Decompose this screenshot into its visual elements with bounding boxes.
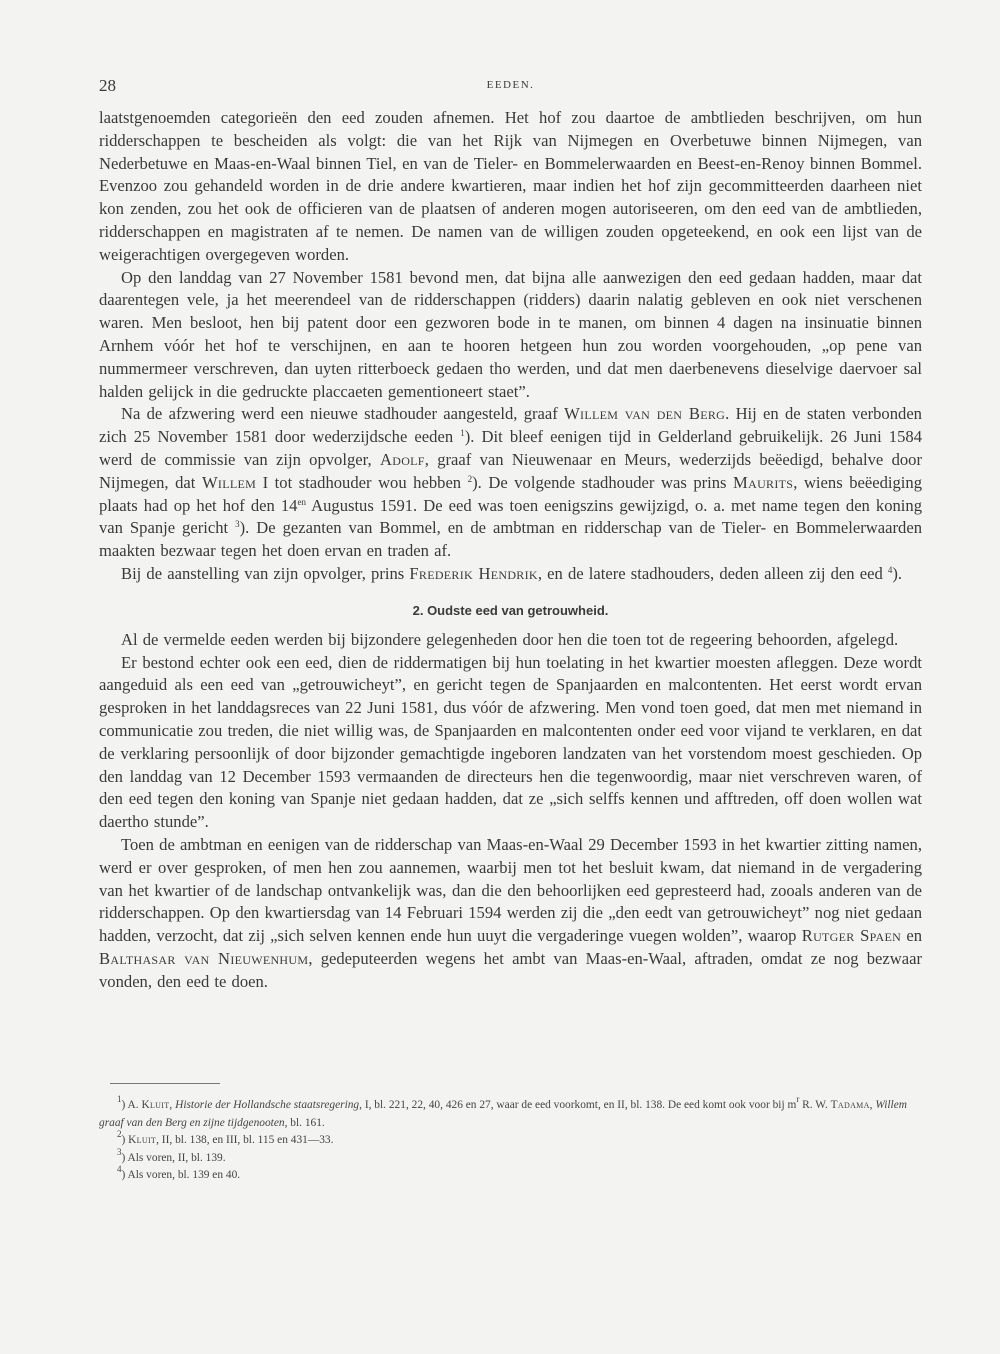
text-run: . Hij en de staten verbonden zich 25 November 1581 door wederzijdsche eeden <box>99 404 922 447</box>
small-caps-name: Kluit <box>141 1099 170 1111</box>
text-run: Er bestond echter ook een eed, dien de riddermatigen bij hun toelating in het kwartier moesten afleggen. Deze wordt aangeduid als een eed van „getrouwicheyt”, en gericht tegen de Spanjaarden en malcontenten. Het eerst wordt ervan gesproken in het landdagsreces van 22 Juni 1581, dus vóór de afzwering. Men vond toen goed, dat men met niemand in communicatie zou treden, die niet willig was, de Spanjaarden en malcontenten onder eed voor vijand te verklaren, en dat de verklaring persoonlijk of door bijzonder gemachtigde ingeboren landzaten van het vorstendom moest geschieden. Op den landdag van 12 December 1593 vermaanden de directeurs hen die tegenwoordig, maar niet verschreven waren, of den eed tegen den koning van Spanje niet gedaan hadden, dat ze „sich selffs kennen und afftreden, off doen wollen wat daertho stunde”. <box>99 652 922 832</box>
text-run: , bl. 161. <box>284 1116 325 1129</box>
text-run: , graaf van Nieuwenaar en Meurs, wederzijds beëedigd, behalve door Nijmegen, dat <box>99 449 922 492</box>
text-run: ). <box>892 563 903 583</box>
text-run: ) <box>121 1134 129 1146</box>
italic-title: Historie der Hollandsche staatsregering <box>175 1099 360 1111</box>
footnote-marker: r <box>796 1094 800 1104</box>
italic-title: Willem graaf van den Berg en zijne tijdgenooten <box>99 1099 907 1129</box>
paragraph <box>99 834 922 994</box>
text-run: Bij de aanstelling van zijn opvolger, prins <box>121 563 410 583</box>
paragraph <box>99 107 922 267</box>
text-run: Op den landdag van 27 November 1581 bevond men, dat bijna alle aanwezigen den eed gedaan hadden, maar dat daarentegen vele, ja het meerendeel van de ridderschappen (ridders) daarin nalatig gebleven en ook niet verschenen waren. Men besloot, hen bij patent door een gezworen bode in te manen, om binnen 4 dagen na insinuatie binnen Arnhem vóór het hof te verschijnen, en aan te hooren hetgeen hun zou worden voorgehouden, „op pene van nummermeer verschreven, dan uyten ritterboeck gedaen tho werden, und dat men daerbenevens dieselvige daervoer sal halden gelijck in die gedruckte placcaeten gementioneert staet”. <box>99 267 922 401</box>
text-run: , gedeputeerden wegens het ambt van Maas-en-Waal, aftraden, omdat ze nog bezwaar vonden, den eed te doen. <box>99 948 923 991</box>
text-run: , I, bl. 221, 22, 40, 426 en 27, waar de eed voorkomt, en II, bl. 138. De eed komt ook voor bij m <box>359 1099 797 1111</box>
body-text <box>99 107 922 993</box>
footnote-marker: 1 <box>117 1094 122 1104</box>
text-run: ). Dit bleef eenigen tijd in Gelderland gebruikelijk. 26 Juni 1584 werd de commissie van zijn opvolger, <box>99 427 922 469</box>
text-run: , en de latere stadhouders, deden alleen zij den eed <box>537 563 888 583</box>
footnote-marker: 4 <box>117 1164 122 1174</box>
footnote <box>99 1146 922 1168</box>
text-run: Toen de ambtman en eenigen van de ridderschap van Maas-en-Waal 29 December 1593 in het kwartier zitting namen, werd er over gesproken, of men hen zou aannemen, waarbij men tot het besluit kwam, dat niemand in de vergadering van het kwartier of de landschap ontvankelijk was, dan die den behoorlijken eed gepresteerd had, zooals anderen van de ridderschappen. Op den kwartiersdag van 14 Februari 1594 werden zij die „den eedt van getrouwicheyt” nog niet gedaan hadden, verzocht, dat zij „sich selven kennen ende hun uuyt die vergaderinge vuegen wolden”, waarop <box>99 834 922 946</box>
footnote-marker: 3 <box>235 519 240 530</box>
paragraph <box>99 267 922 404</box>
text-run: Al de vermelde eeden werden bij bijzondere gelegenheden door hen die toen tot de regeering behoorden, afgelegd. <box>121 629 899 649</box>
text-run: ) Als voren, bl. 139 en 40. <box>121 1169 241 1181</box>
small-caps-name: Maurits <box>733 472 794 492</box>
footnote-rule <box>110 1083 220 1084</box>
footnote-marker: 2 <box>117 1129 122 1139</box>
small-caps-name: Tadama <box>830 1099 870 1111</box>
text-run: laatstgenoemden categorieën den eed zouden afnemen. Het hof zou daartoe de ambtlieden beschrijven, om hun ridderschappen te bescheiden als volgt: die van het Rijk van Nijmegen en Overbetuwe binnen Nijmegen, van Nederbetuwe en Maas-en-Waal binnen Tiel, en van de Tieler- en Bommelerwaarden en Beest-en-Renoy binnen Bommel. Evenzoo zou gehandeld worden in de drie andere kwartieren, maar indien het hof zijn gecommitteerden daarheen niet kon zenden, zou het ook de officieren van de plaatsen of anderen mogen autoriseeren, om den eed van de ambtlieden, ridderschappen en magistraten af te nemen. De namen van de willigen zouden opgeteekend, en ook een lijst van de weigerachtigen overgegeven worden. <box>99 108 922 264</box>
text-run: , wiens beëediging plaats had op het hof den 14 <box>99 472 922 515</box>
small-caps-name: Kluit <box>128 1134 157 1146</box>
text-run: ) A. <box>121 1099 142 1111</box>
footnote-marker: en <box>297 496 306 507</box>
running-title: EEDEN. <box>486 79 535 91</box>
text-run: R. W. <box>799 1099 831 1111</box>
small-caps-name: Balthasar van Nieuwenhum <box>99 948 309 968</box>
small-caps-name: Frederik Hendrik <box>409 563 538 583</box>
page-header <box>99 76 922 100</box>
body-part-1 <box>99 107 922 586</box>
text-run: en <box>901 926 923 946</box>
text-run: Na de afzwering werd een nieuwe stadhouder aangesteld, graaf <box>121 404 565 424</box>
section-title: 2. Oudste eed van getrouwheid. <box>412 602 609 618</box>
footnote <box>99 1129 922 1150</box>
paragraph <box>99 403 922 563</box>
small-caps-name: Adolf <box>379 449 425 469</box>
text-run: I tot stadhouder wou hebben <box>256 472 468 492</box>
footnote-marker: 1 <box>460 428 465 439</box>
small-caps-name: Willem <box>201 472 257 492</box>
footnotes <box>99 1094 922 1185</box>
small-caps-name: Rutger Spaen <box>801 926 902 946</box>
text-run: Augustus 1591. De eed was toen eenigszins gewijzigd, o. a. met name tegen den koning van Spanje gericht <box>99 495 922 538</box>
footnote-marker: 2 <box>467 473 473 484</box>
footnote <box>99 1164 922 1185</box>
footnote-marker: 3 <box>117 1146 122 1157</box>
text-run: ) Als voren, II, bl. 139. <box>121 1151 226 1164</box>
footnote-marker: 4 <box>887 564 893 575</box>
text-run: , II, bl. 138, en III, bl. 115 en 431—33. <box>156 1134 334 1146</box>
text-run: , <box>869 1099 876 1111</box>
text-run: ). De gezanten van Bommel, en de ambtman en ridderschap van de Tieler- en Bommelerwaarden maakten bezwaar tegen het doen ervan en traden af. <box>99 518 922 561</box>
text-run: , <box>169 1099 176 1111</box>
paragraph <box>99 563 922 586</box>
footnote <box>99 1094 922 1132</box>
paragraph <box>99 629 922 652</box>
page-number: 28 <box>99 76 116 95</box>
small-caps-name: Willem van den Berg <box>564 404 726 424</box>
paragraph <box>99 652 922 834</box>
text-run: ). De volgende stadhouder was prins <box>472 472 734 492</box>
body-part-2 <box>99 629 922 994</box>
